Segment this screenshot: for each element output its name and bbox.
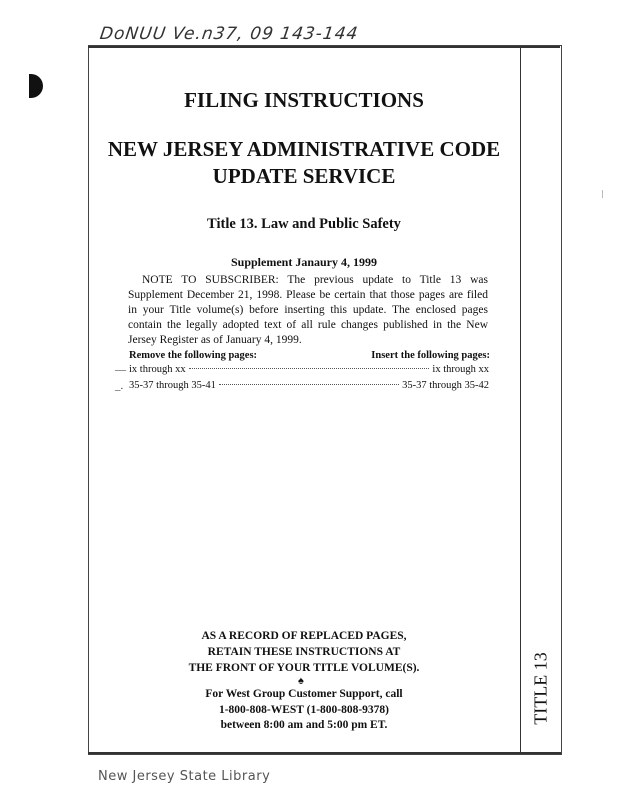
remove-pages: ix through xx	[129, 364, 186, 375]
title-number: Title 13. Law and Public Safety	[207, 216, 401, 232]
binder-hole-mark	[29, 74, 43, 98]
remove-header: Remove the following pages:	[129, 350, 258, 361]
record-line: THE FRONT OF YOUR TITLE VOLUME(S).	[188, 662, 420, 674]
record-instructions	[88, 628, 520, 676]
remove-pages: 35-37 through 35-41	[129, 380, 216, 391]
code-title	[88, 136, 520, 190]
page-title: FILING INSTRUCTIONS	[184, 88, 424, 112]
handwritten-note: DoNUU Ve.n37, 09 143-144	[98, 24, 360, 44]
record-line: RETAIN THESE INSTRUCTIONS AT	[207, 646, 401, 658]
scan-speck	[602, 190, 603, 198]
insert-pages: ix through xx	[432, 364, 489, 375]
code-title-line-2: UPDATE SERVICE	[212, 164, 396, 188]
support-line: For West Group Customer Support, call	[205, 688, 403, 700]
insert-pages: 35-37 through 35-42	[402, 380, 489, 391]
customer-support	[88, 687, 520, 734]
supplement-date: Supplement Janaury 4, 1999	[230, 255, 378, 269]
record-line: AS A RECORD OF REPLACED PAGES,	[201, 630, 407, 642]
title-tab	[521, 640, 561, 736]
support-line: 1-800-808-WEST (1-800-808-9378)	[218, 703, 390, 716]
tab-label: TITLE 13	[530, 651, 551, 725]
row-mark: —	[115, 364, 126, 376]
row-mark: _.	[115, 380, 124, 392]
code-title-line-1: NEW JERSEY ADMINISTRATIVE CODE	[107, 137, 501, 161]
frame-bottom-rule	[88, 752, 561, 754]
pointer-icon: ♠	[298, 675, 304, 687]
insert-header: Insert the following pages:	[371, 350, 490, 361]
page-row	[115, 364, 489, 376]
dot-leader	[189, 368, 430, 369]
subscriber-note	[128, 273, 488, 348]
support-line: between 8:00 am and 5:00 pm ET.	[220, 719, 388, 731]
library-stamp: New Jersey State Library	[98, 769, 271, 784]
page-row	[115, 380, 489, 392]
dot-leader	[219, 384, 399, 385]
frame-top-rule	[88, 46, 560, 48]
subscriber-note-text: NOTE TO SUBSCRIBER: The previous update to Title 13 was Supplement December 21, 1998. Please be certain that those pages are filed in your Title volume(s) before inserting this update. The enclosed pages contain the legally adopted text of all rule changes published in the New Jersey Register as of January 4, 1999.	[128, 274, 488, 346]
